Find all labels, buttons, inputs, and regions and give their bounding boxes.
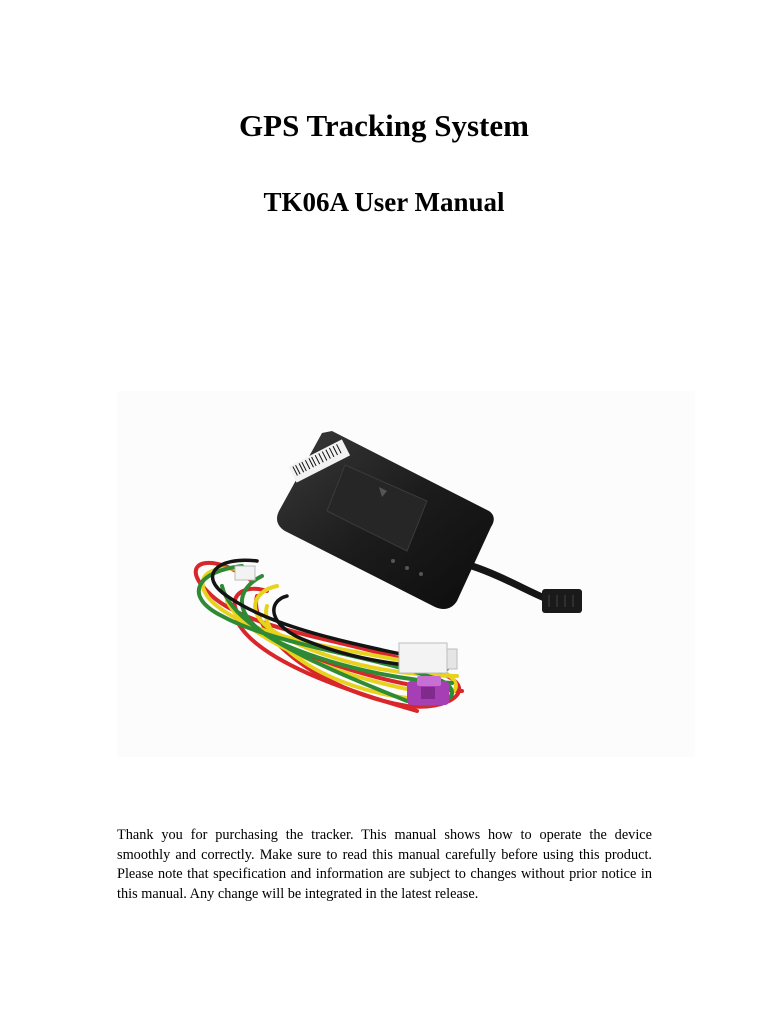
harness-connector (399, 643, 457, 673)
product-photo (117, 391, 695, 757)
small-connector (235, 566, 255, 580)
document-title: GPS Tracking System (239, 108, 529, 143)
cable-connector (542, 589, 582, 613)
tracker-device (277, 431, 494, 609)
device-cable (472, 566, 547, 599)
document-subtitle: TK06A User Manual (263, 187, 505, 217)
intro-paragraph: Thank you for purchasing the tracker. This manual shows how to operate the device smoothly and correctly. Make sure to read this manual carefully before using this product. Please note that specification and information are subject to changes without prior notice in this manual. Any change will be integrated in the latest release. (117, 827, 652, 902)
